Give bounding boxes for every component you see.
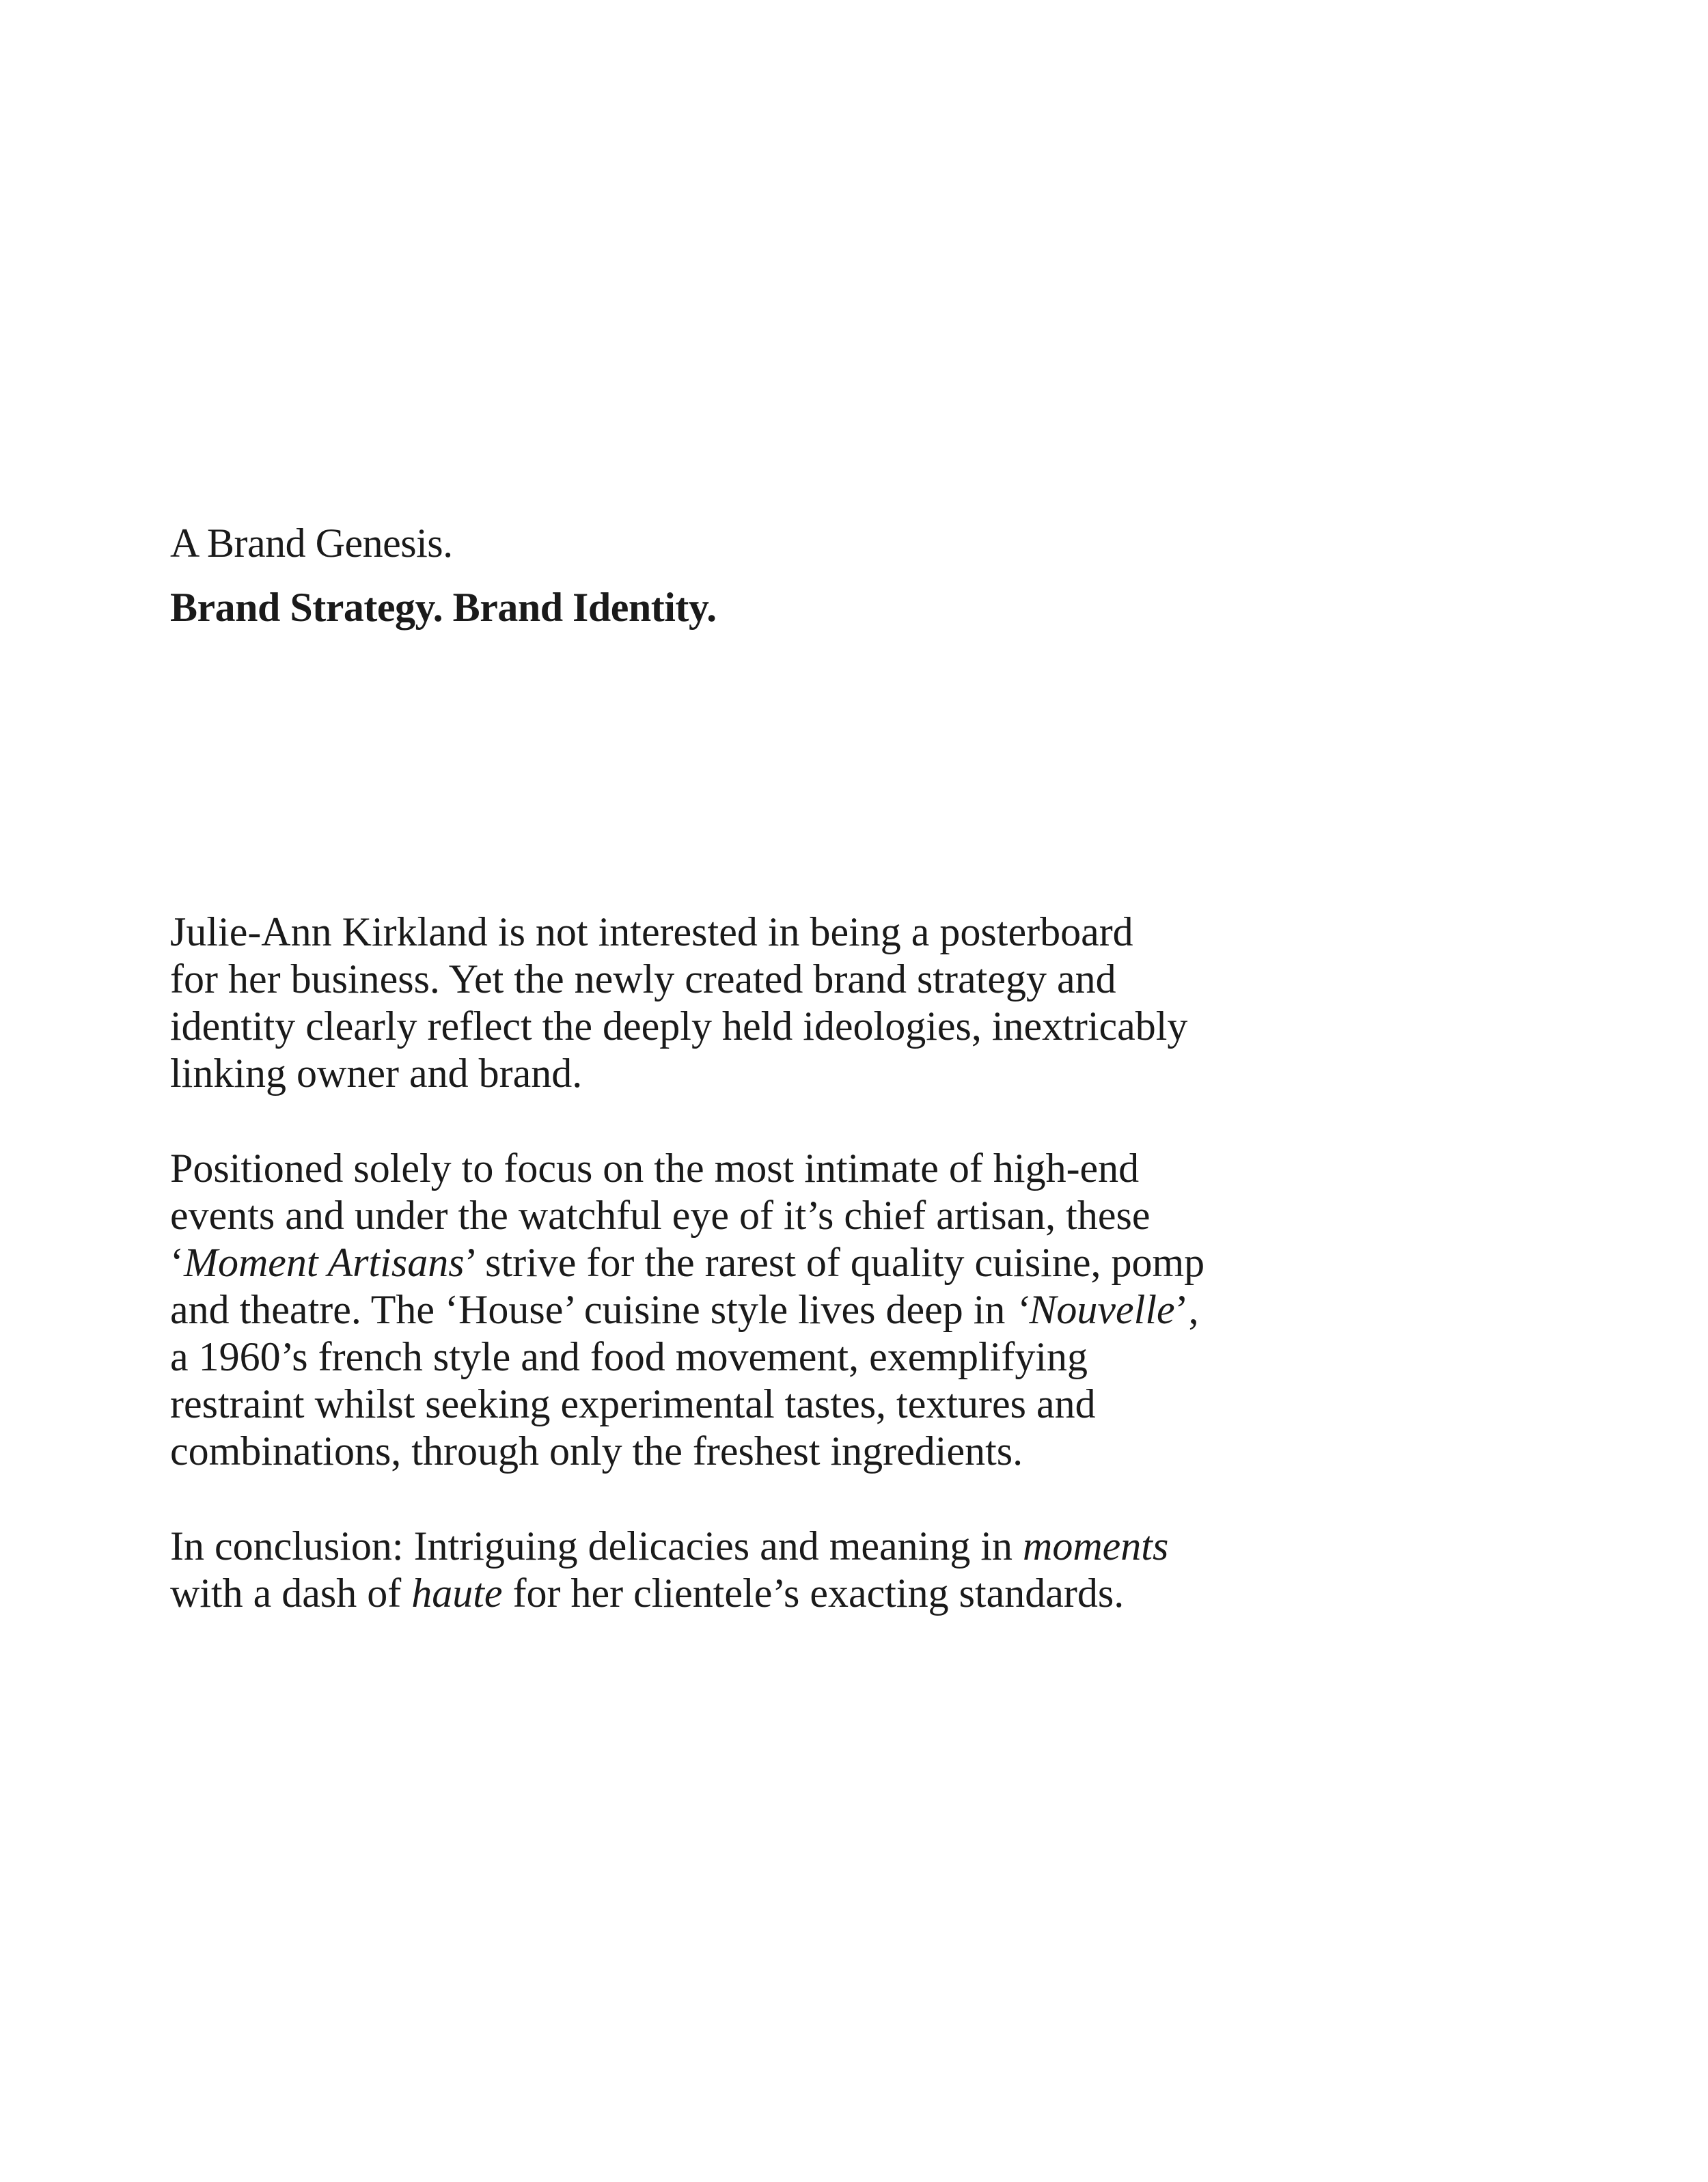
line-post: ’, [1174, 1287, 1199, 1332]
italic-moments: moments [1023, 1523, 1169, 1569]
paragraph-intro [170, 909, 1236, 1097]
paragraph-line [170, 1523, 1236, 1570]
paragraph-conclusion [170, 1523, 1236, 1617]
subtitle: A Brand Genesis. [170, 521, 453, 566]
paragraph-line [170, 1239, 1236, 1286]
heading-block [170, 519, 717, 631]
paragraph-line [170, 1286, 1236, 1334]
paragraph-line: Positioned solely to focus on the most intimate of high-end [170, 1146, 1140, 1191]
open-quote: ‘ [170, 1240, 184, 1285]
line-post: for her clientele’s exacting standards. [502, 1571, 1125, 1616]
line-rest: ’ strive for the rarest of quality cuisine, pomp [464, 1240, 1205, 1285]
line-pre: and theatre. The ‘House’ cuisine style lives deep in [170, 1287, 1016, 1332]
paragraph-line: Julie-Ann Kirkland is not interested in being a posterboard [170, 909, 1133, 954]
line-pre: with a dash of [170, 1571, 412, 1616]
paragraph-line: linking owner and brand. [170, 1051, 583, 1096]
page-title: Brand Strategy. Brand Identity. [170, 585, 717, 630]
italic-haute: haute [411, 1571, 503, 1616]
paragraph-line: identity clearly reflect the deeply held ideologies, inextricably [170, 1004, 1188, 1049]
paragraph-line: combinations, through only the freshest ingredients. [170, 1428, 1023, 1474]
paragraph-line: events and under the watchful eye of it’s chief artisan, these [170, 1193, 1151, 1238]
italic-nouvelle: ‘Nouvelle [1015, 1287, 1175, 1332]
paragraph-line: for her business. Yet the newly created brand strategy and [170, 956, 1116, 1002]
italic-moment-artisans: Moment Artisans [183, 1240, 465, 1285]
paragraph-line [170, 1570, 1236, 1617]
body-text [170, 909, 1236, 1665]
line-pre: In conclusion: Intriguing delicacies and meaning in [170, 1523, 1023, 1569]
paragraph-line: restraint whilst seeking experimental tastes, textures and [170, 1381, 1096, 1426]
paragraph-line: a 1960’s french style and food movement, exemplifying [170, 1334, 1088, 1379]
paragraph-positioning [170, 1145, 1236, 1475]
